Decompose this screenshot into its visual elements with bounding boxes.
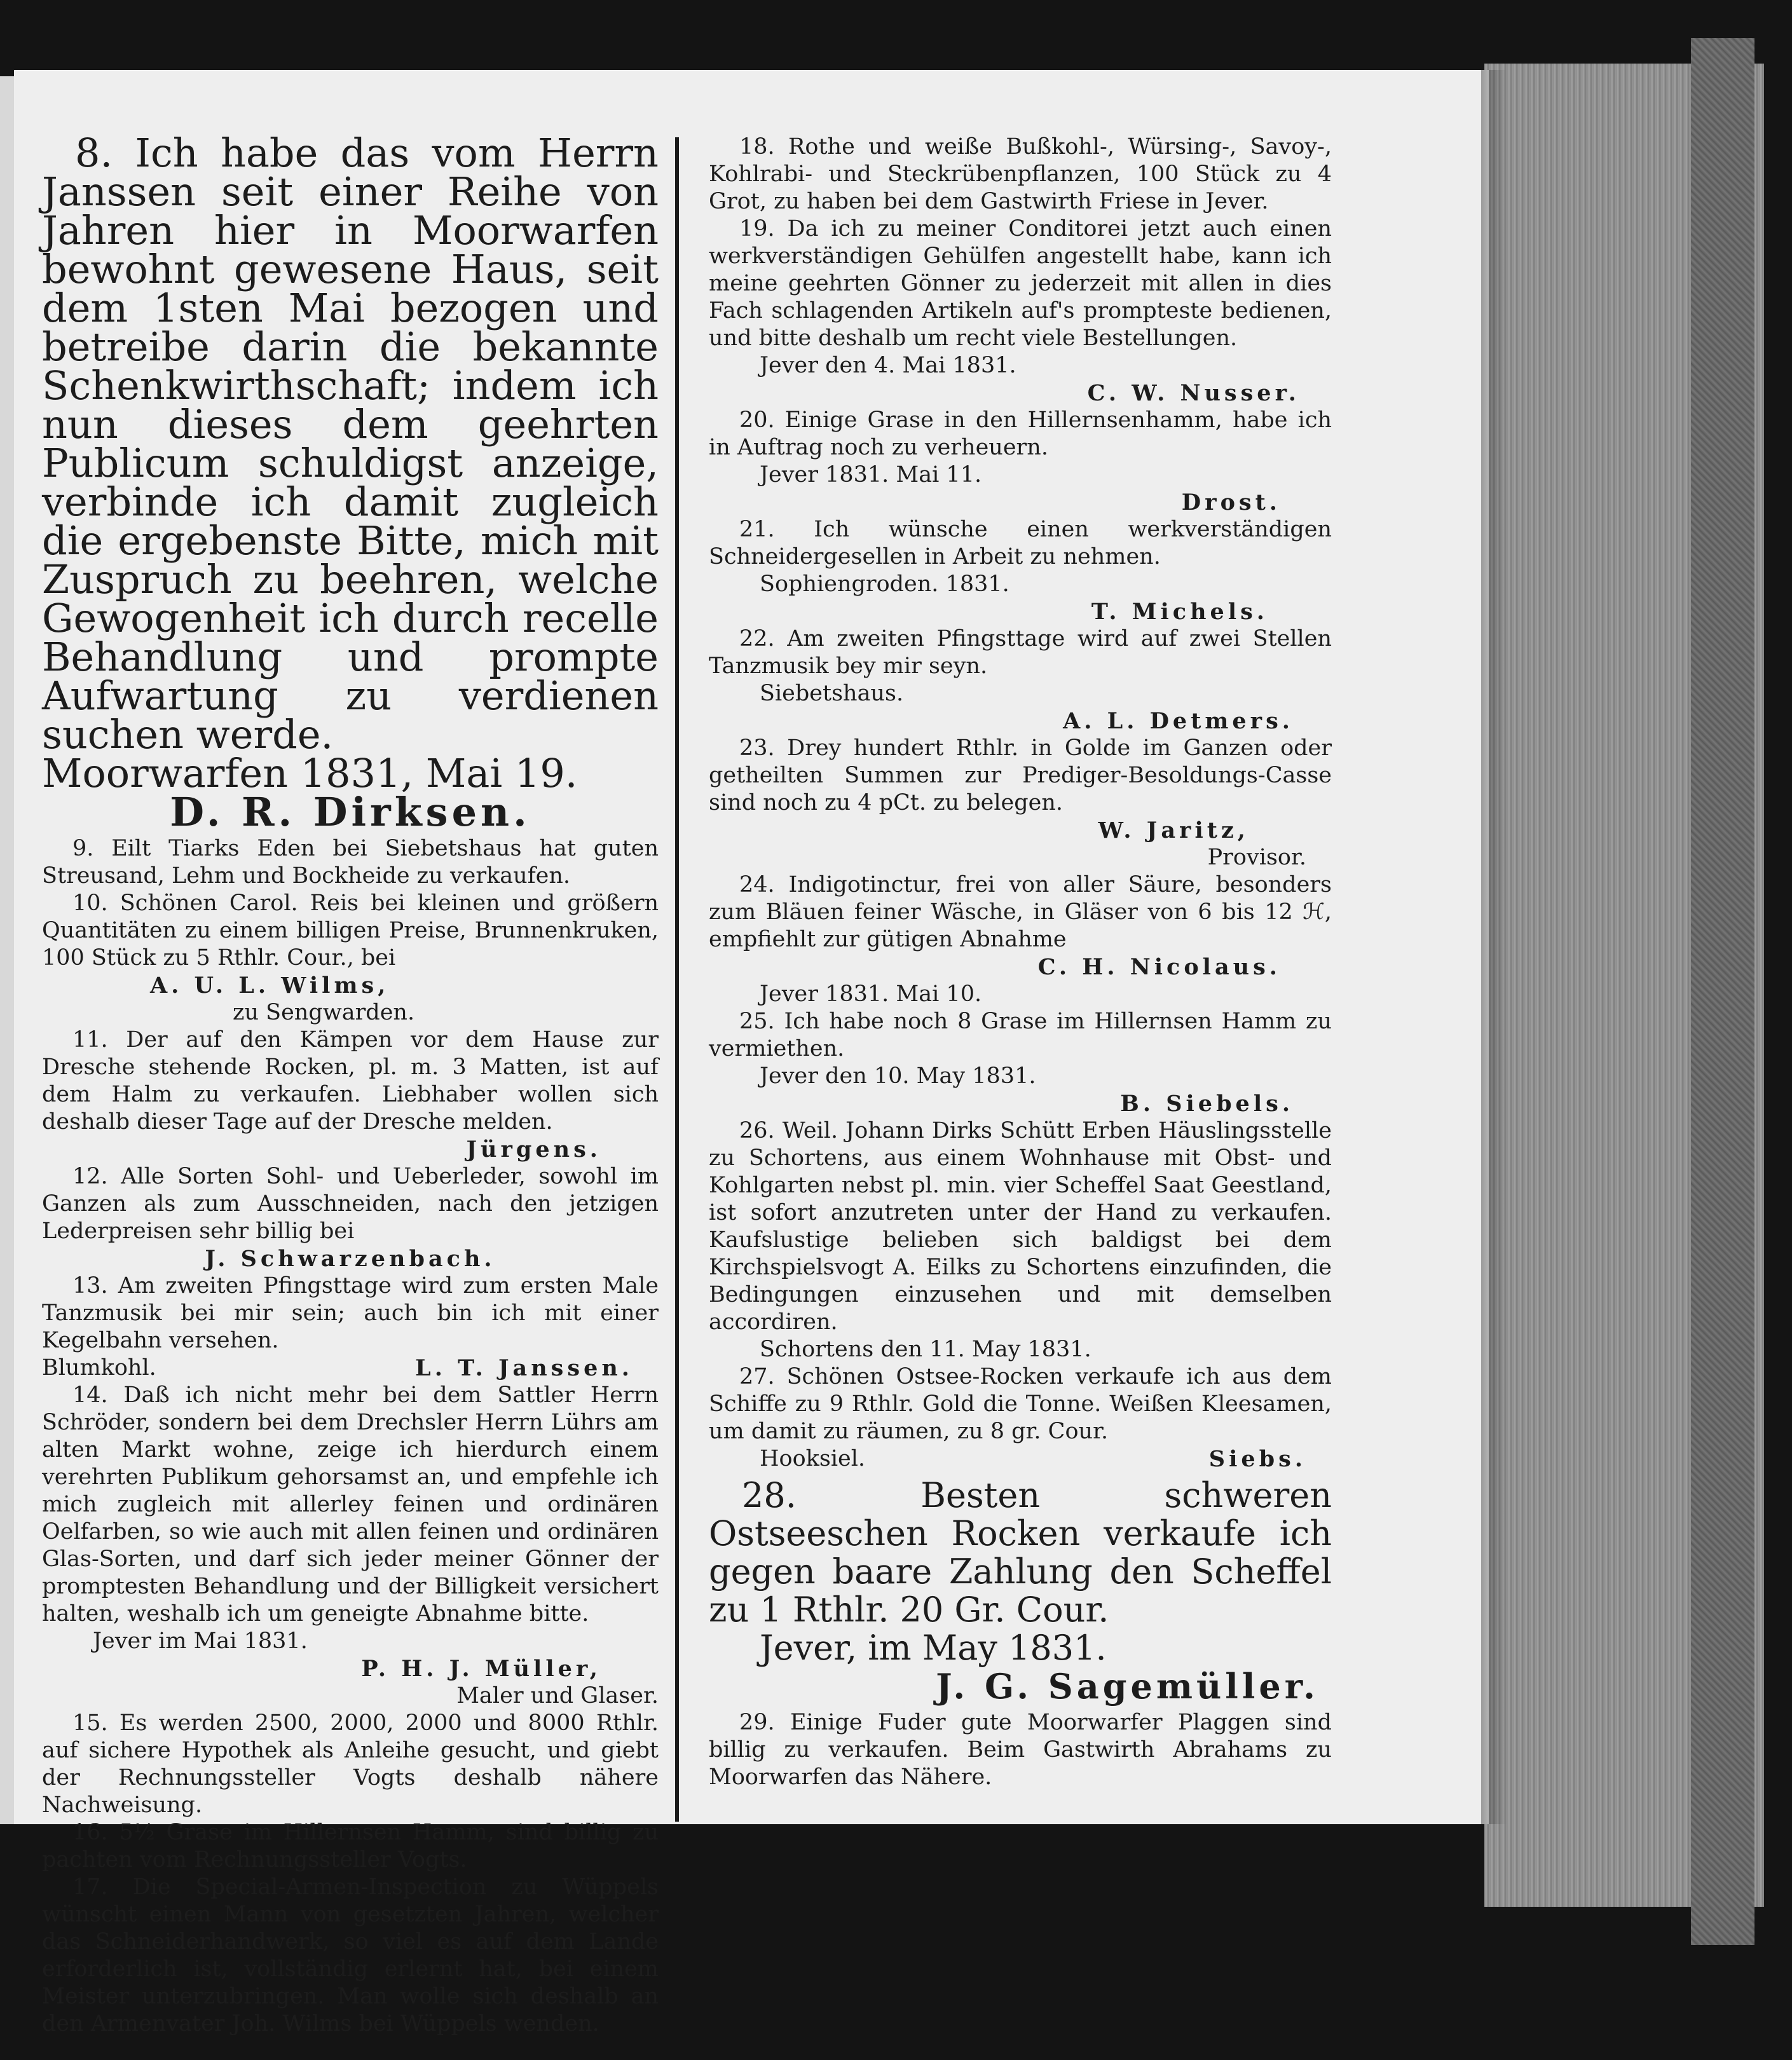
ad-20-text: 20. Einige Grase in den Hillernsenhamm, habe ich in Auftrag noch zu verheuern. <box>709 407 1332 460</box>
ad-8-signature: D. R. Dirksen. <box>170 789 531 835</box>
advertisement-9 <box>42 835 659 890</box>
ad-14-signature: P. H. J. Müller, <box>361 1656 601 1682</box>
ad-13-text: 13. Am zweiten Pfingsttage wird zum ersten Male Tanzmusik bei mir sein; auch bin ich mit einer Kegelbahn versehen. <box>42 1273 659 1353</box>
ad-28-text: 28. Besten schweren Ostseeschen Rocken verkaufe ich gegen baare Zahlung den Scheffel zu 1 Rthlr. 20 Gr. Cour. <box>709 1475 1332 1630</box>
ad-19-place: Jever den 4. Mai 1831. <box>760 353 1016 378</box>
ad-14-trade: Maler und Glaser. <box>456 1683 659 1709</box>
ad-23-signature: W. Jaritz, <box>1098 817 1249 843</box>
page-gutter-shadow <box>1481 70 1507 1824</box>
ad-28-place: Jever, im May 1831. <box>760 1628 1107 1668</box>
ad-20-place: Jever 1831. Mai 11. <box>760 462 982 488</box>
advertisement-22 <box>709 625 1332 735</box>
ad-26-text: 26. Weil. Johann Dirks Schütt Erben Häuslingsstelle zu Schortens, aus einem Wohnhause mit Obst- und Kohlgarten nebst pl. min. vier Scheffel Saat Geestland, ist sofort anzutreten unter der Hand zu verkaufen. Kaufslustige belieben sich baldigst bei dem Kirchspielsvogt A. Eilks zu Schortens einzufinden, die Bedingungen einzusehen und mit demselben accordiren. <box>709 1118 1332 1335</box>
advertisement-14 <box>42 1382 659 1710</box>
ad-24-place: Jever 1831. Mai 10. <box>760 981 982 1007</box>
ad-17-text: 17. Die Special-Armen-Inspection zu Wüppels wünscht einen Mann von gesetzten Jahren, welcher das Schneiderhandwerk, so viel es auf dem Lande erforderlich ist, vollständig erlernt hat, bei einem Meister unterzubringen. Man wolle sich deshalb an den Armenvater Joh. Wilms bei Wüppels wenden. <box>42 1874 659 2036</box>
ad-21-place: Sophiengroden. 1831. <box>760 571 1009 597</box>
ad-22-place: Siebetshaus. <box>760 681 904 706</box>
right-column <box>709 133 1332 1791</box>
ad-22-signature: A. L. Detmers. <box>1063 708 1294 734</box>
ad-15-text: 15. Es werden 2500, 2000, 2000 und 8000 Rthlr. auf sichere Hypothek als Anleihe gesucht, und giebt der Rechnungssteller Vogts deshalb nähere Nachweisung. <box>42 1710 659 1818</box>
ad-25-text: 25. Ich habe noch 8 Grase im Hillernsen Hamm zu vermiethen. <box>709 1009 1332 1061</box>
ad-13-place: Blumkohl. <box>42 1355 156 1381</box>
ad-27-place: Hooksiel. <box>760 1446 866 1471</box>
ad-12-signature: J. Schwarzenbach. <box>205 1246 496 1272</box>
ad-24-text: 24. Indigotinctur, frei von aller Säure, besonders zum Bläuen feiner Wäsche, in Gläser von 6 bis 12 ℋ, empfiehlt zur gütigen Abnahme <box>709 872 1332 952</box>
ad-29-text: 29. Einige Fuder gute Moorwarfer Plaggen sind billig zu verkaufen. Beim Gastwirth Abrahams zu Moorwarfen das Nähere. <box>709 1710 1332 1790</box>
ad-27-footer <box>709 1445 1332 1473</box>
ad-10-text: 10. Schönen Carol. Reis bei kleinen und größern Quantitäten zu einem billigen Preise, Brunnenkruken, 100 Stück zu 5 Rthlr. Cour., bei <box>42 890 659 971</box>
advertisement-25 <box>709 1008 1332 1117</box>
ad-23-text: 23. Drey hundert Rthlr. in Golde im Ganzen oder getheilten Summen zur Prediger-Besoldungs-Casse sind noch zu 4 pCt. zu belegen. <box>709 735 1332 815</box>
ad-13-footer <box>42 1354 659 1382</box>
ad-9-text: 9. Eilt Tiarks Eden bei Siebetshaus hat guten Streusand, Lehm und Bockheide zu verkaufen. <box>42 836 659 889</box>
advertisement-24 <box>709 871 1332 1008</box>
left-column <box>42 130 659 2038</box>
ad-8-place: Moorwarfen 1831, Mai 19. <box>42 750 578 796</box>
column-rule <box>675 137 679 1822</box>
advertisement-16 <box>42 1819 659 1874</box>
ad-8-text: 8. Ich habe das vom Herrn Janssen seit einer Reihe von Jahren hier in Moorwarfen bewohnt gewesene Haus, seit dem 1sten Mai bezogen und betreibe darin die bekannte Schenkwirthschaft; indem ich nun dieses dem geehrten Publicum schuldigst anzeige, verbinde ich damit zugleich die ergebenste Bitte, mich mit Zuspruch zu beehren, welche Gewogenheit ich durch recelle Behandlung und prompte Aufwartung zu verdienen suchen werde. <box>42 130 659 758</box>
ad-27-text: 27. Schönen Ostsee-Rocken verkaufe ich aus dem Schiffe zu 9 Rthlr. Gold die Tonne. Weißen Kleesamen, um damit zu räumen, zu 8 gr. Cour. <box>709 1364 1332 1444</box>
ad-14-text: 14. Daß ich nicht mehr bei dem Sattler Herrn Schröder, sondern bei dem Drechsler Herrn Lührs am alten Markt wohne, zeige ich hierdurch einem verehrten Publikum gehorsamst an, und empfehle ich mich zugleich mit allerley feinen und ordinären Oelfarben, so wie auch mit allen feinen und ordinären Glas-Sorten, und darf sich jeder meiner Gönner der promptesten Behandlung und der Billigkeit versichert halten, weshalb ich um geneigte Abnahme bitte. <box>42 1382 659 1627</box>
advertisement-28 <box>709 1477 1332 1705</box>
ad-16-text: 16. 5½ Grase im Hillernsen Hamm, sind billig zu pachten vom Rechnungssteller Vogts. <box>42 1820 659 1872</box>
advertisement-27 <box>709 1363 1332 1473</box>
ad-20-signature: Drost. <box>1181 489 1281 515</box>
advertisement-15 <box>42 1710 659 1819</box>
previous-page-edge <box>0 76 14 1824</box>
advertisement-10 <box>42 890 659 1027</box>
ad-26-place: Schortens den 11. May 1831. <box>760 1337 1091 1362</box>
ad-19-text: 19. Da ich zu meiner Conditorei jetzt auch einen werkverständigen Gehülfen angestellt habe, kann ich meine geehrten Gönner zu jederzeit mit allen in dies Fach schlagenden Artikeln auf's prompteste bedienen, und bitte deshalb um recht viele Bestellungen. <box>709 216 1332 351</box>
ad-21-text: 21. Ich wünsche einen werkverständigen Schneidergesellen in Arbeit zu nehmen. <box>709 517 1332 570</box>
ad-14-place: Jever im Mai 1831. <box>93 1628 308 1654</box>
advertisement-12 <box>42 1163 659 1272</box>
ad-23-title: Provisor. <box>1207 845 1306 870</box>
ad-12-text: 12. Alle Sorten Sohl- und Ueberleder, sowohl im Ganzen als zum Ausschneiden, nach den jetzigen Lederpreisen sehr billig bei <box>42 1164 659 1244</box>
advertisement-19 <box>709 215 1332 407</box>
advertisement-11 <box>42 1027 659 1163</box>
ad-25-place: Jever den 10. May 1831. <box>760 1063 1036 1089</box>
ad-11-signature: Jürgens. <box>466 1136 601 1163</box>
advertisement-18 <box>709 133 1332 215</box>
advertisement-21 <box>709 516 1332 625</box>
advertisement-26 <box>709 1117 1332 1363</box>
ad-24-signature: C. H. Nicolaus. <box>1037 954 1281 980</box>
ad-21-signature: T. Michels. <box>1091 599 1268 625</box>
advertisement-23 <box>709 735 1332 871</box>
advertisement-8 <box>42 130 659 835</box>
ad-25-signature: B. Siebels. <box>1120 1091 1294 1117</box>
advertisement-29 <box>709 1709 1332 1791</box>
advertisement-17 <box>42 1874 659 2038</box>
ad-10-signature: A. U. L. Wilms, <box>150 972 390 999</box>
ad-10-location: zu Sengwarden. <box>233 1000 415 1025</box>
ad-13-signature: L. T. Janssen. <box>415 1355 633 1381</box>
ad-28-signature: J. G. Sagemüller. <box>936 1666 1319 1707</box>
advertisement-13 <box>42 1272 659 1382</box>
book-cover-edge <box>1691 38 1754 1945</box>
ad-19-signature: C. W. Nusser. <box>1087 380 1300 406</box>
ad-27-signature: Siebs. <box>1208 1446 1306 1472</box>
ad-22-text: 22. Am zweiten Pfingsttage wird auf zwei Stellen Tanzmusik bey mir seyn. <box>709 626 1332 679</box>
ad-11-text: 11. Der auf den Kämpen vor dem Hause zur Dresche stehende Rocken, pl. m. 3 Matten, ist auf dem Halm zu verkaufen. Liebhaber wollen sich deshalb dieser Tage auf der Dresche melden. <box>42 1027 659 1135</box>
ad-18-text: 18. Rothe und weiße Bußkohl-, Würsing-, Savoy-, Kohlrabi- und Steckrübenpflanzen, 100 Stück zu 4 Grot, zu haben bei dem Gastwirth Friese in Jever. <box>709 134 1332 214</box>
advertisement-20 <box>709 407 1332 516</box>
